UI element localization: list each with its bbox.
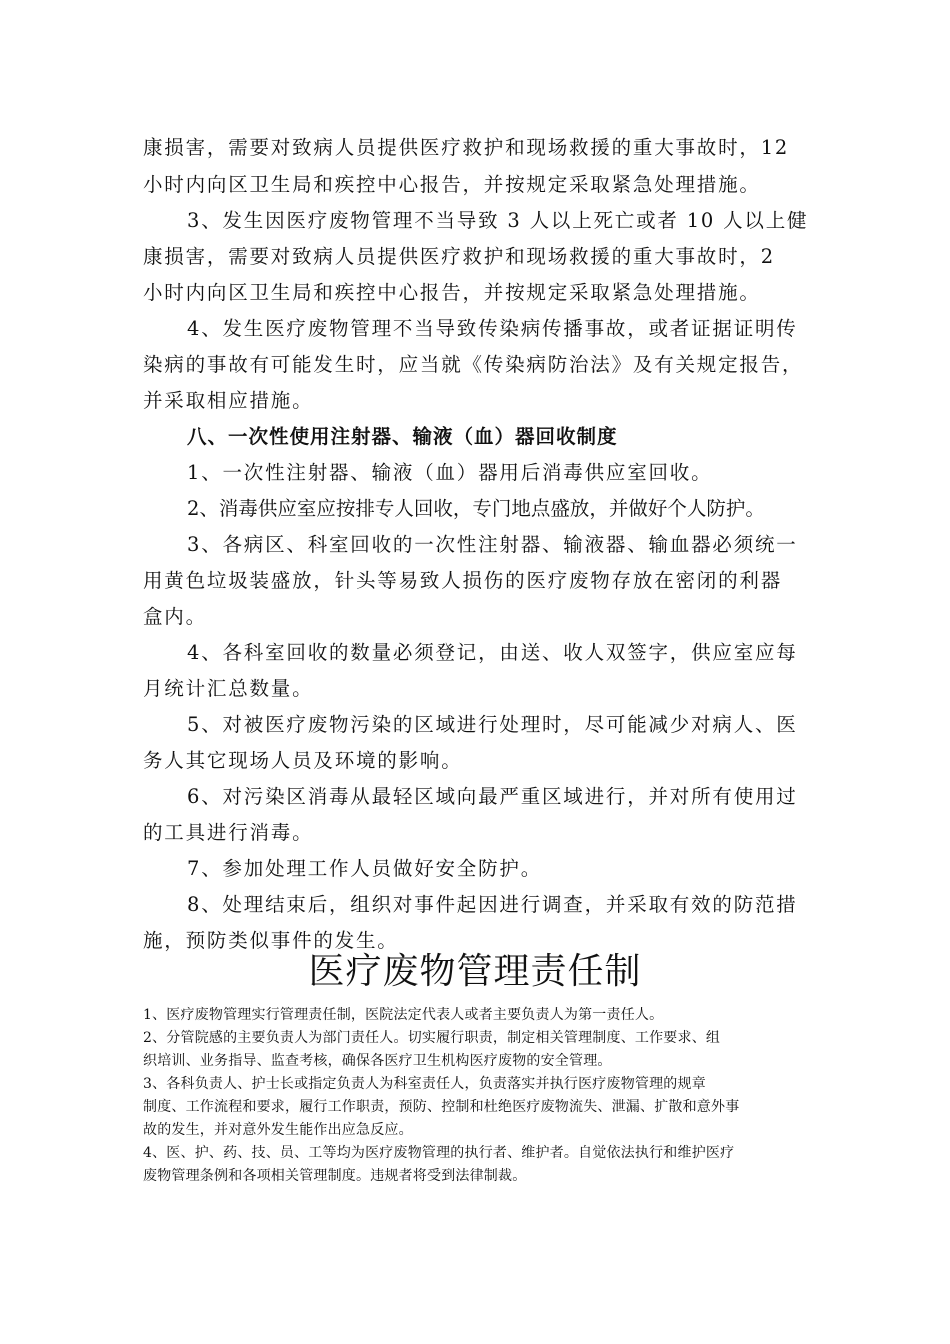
- paragraph-line: 4、医、护、药、技、员、工等均为医疗废物管理的执行者、维护者。自觉依法执行和维护医疗: [143, 1145, 735, 1161]
- paragraph-line: 的工具进行消毒。: [143, 821, 314, 844]
- paragraph-line: 用黄色垃圾装盛放，针头等易致人损伤的医疗废物存放在密闭的利器: [143, 569, 783, 592]
- paragraph-line: 4、发生医疗废物管理不当导致传染病传播事故，或者证据证明传: [187, 317, 798, 340]
- paragraph-line: 1、一次性注射器、输液（血）器用后消毒供应室回收。: [187, 461, 713, 484]
- paragraph-line: 1、医疗废物管理实行管理责任制，医院法定代表人或者主要负责人为第一责任人。: [143, 1007, 664, 1023]
- paragraph-line: 康损害，需要对致病人员提供医疗救护和现场救援的重大事故时，2: [143, 245, 775, 268]
- paragraph-line: 月统计汇总数量。: [143, 677, 314, 700]
- paragraph-line: 3、发生因医疗废物管理不当导致 3 人以上死亡或者 10 人以上健: [187, 209, 809, 232]
- paragraph-line: 务人其它现场人员及环境的影响。: [143, 749, 463, 772]
- paragraph-line: 3、各病区、科室回收的一次性注射器、输液器、输血器必须统一: [187, 533, 798, 556]
- paragraph-line: 2、消毒供应室应按排专人回收，专门地点盛放，并做好个人防护。: [187, 497, 765, 520]
- paragraph-line: 小时内向区卫生局和疾控中心报告，并按规定采取紧急处理措施。: [143, 281, 761, 304]
- paragraph-line: 并采取相应措施。: [143, 389, 314, 412]
- paragraph-line: 故的发生，并对意外发生能作出应急反应。: [143, 1122, 413, 1138]
- paragraph-line: 4、各科室回收的数量必须登记，由送、收人双签字，供应室应每: [187, 641, 798, 664]
- document-title: 医疗废物管理责任制: [308, 951, 642, 992]
- paragraph-line: 6、对污染区消毒从最轻区域向最严重区域进行，并对所有使用过: [187, 785, 798, 808]
- paragraph-line: 2、分管院感的主要负责人为部门责任人。切实履行职责，制定相关管理制度、工作要求、组: [143, 1030, 721, 1046]
- paragraph-line: 织培训、业务指导、监查考核，确保各医疗卫生机构医疗废物的安全管理。: [143, 1053, 612, 1069]
- section-heading: 八、一次性使用注射器、输液（血）器回收制度: [187, 425, 618, 448]
- paragraph-line: 盒内。: [143, 605, 207, 628]
- paragraph-line: 小时内向区卫生局和疾控中心报告，并按规定采取紧急处理措施。: [143, 173, 761, 196]
- paragraph-line: 8、处理结束后，组织对事件起因进行调查，并采取有效的防范措: [187, 893, 798, 916]
- paragraph-line: 废物管理条例和各项相关管理制度。违规者将受到法律制裁。: [143, 1168, 527, 1184]
- paragraph-line: 3、各科负责人、护士长或指定负责人为科室责任人，负责落实并执行医疗废物管理的规章: [143, 1076, 706, 1092]
- paragraph-line: 7、参加处理工作人员做好安全防护。: [187, 857, 543, 880]
- paragraph-line: 施，预防类似事件的发生。: [143, 929, 399, 952]
- paragraph-line: 康损害，需要对致病人员提供医疗救护和现场救援的重大事故时，12: [143, 136, 790, 159]
- paragraph-line: 制度、工作流程和要求，履行工作职责，预防、控制和杜绝医疗废物流失、泄漏、扩散和意外事: [143, 1099, 740, 1115]
- paragraph-line: 5、对被医疗废物污染的区域进行处理时，尽可能减少对病人、医: [187, 713, 798, 736]
- paragraph-line: 染病的事故有可能发生时，应当就《传染病防治法》及有关规定报告，: [143, 353, 804, 376]
